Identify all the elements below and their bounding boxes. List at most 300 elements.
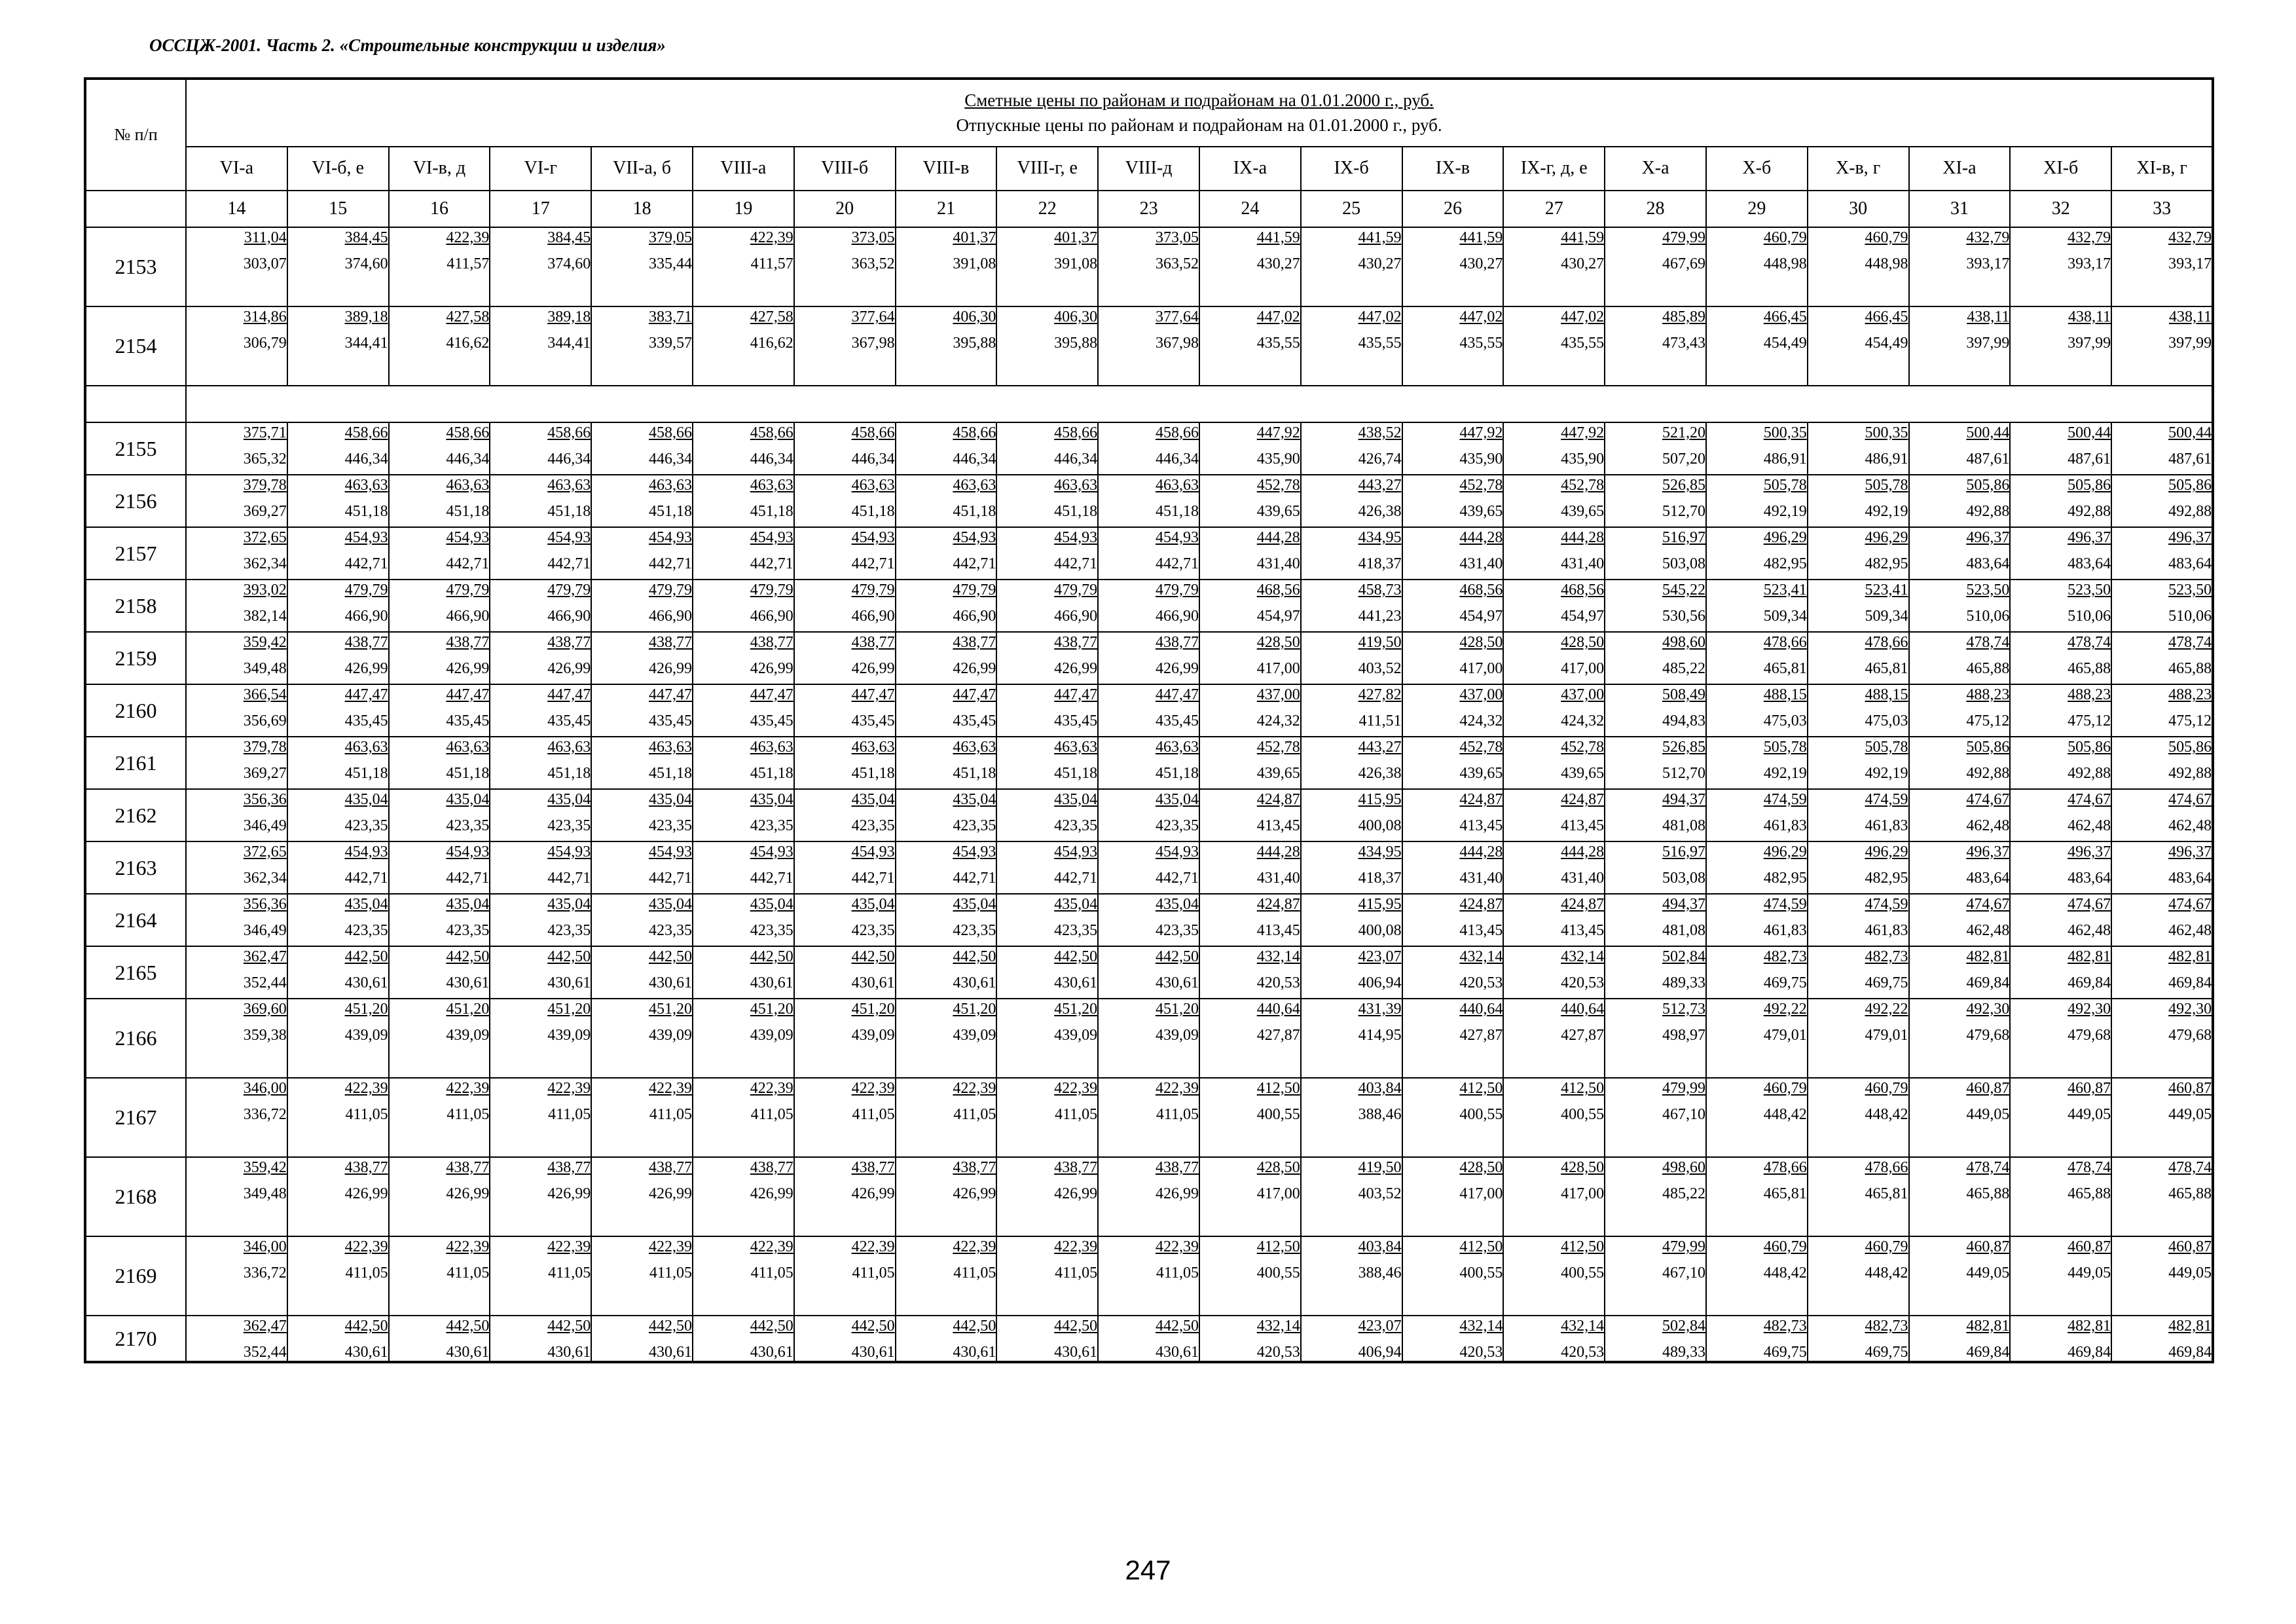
release-price: 417,00: [1459, 1185, 1503, 1202]
release-price: 430,61: [953, 974, 996, 991]
estimate-price: 444,28: [1256, 843, 1300, 860]
release-price: 420,53: [1561, 974, 1605, 991]
column-number: 25: [1301, 191, 1402, 227]
column-number: 30: [1808, 191, 1909, 227]
release-price: 426,99: [851, 660, 895, 677]
price-cell: [1909, 306, 2011, 386]
price-cell: [2111, 475, 2213, 527]
release-price: 469,84: [2068, 974, 2111, 991]
estimate-price: 452,78: [1459, 477, 1503, 494]
price-cell: [1199, 999, 1301, 1078]
price-cell: [1503, 737, 1605, 789]
estimate-price: 466,45: [1763, 308, 1807, 325]
release-price: 510,06: [2168, 608, 2212, 625]
release-price: 487,61: [2068, 451, 2111, 468]
release-price: 430,27: [1256, 255, 1300, 272]
region-header: VIII-а: [693, 147, 794, 191]
price-cell: [794, 1157, 896, 1236]
estimate-price: 441,59: [1459, 229, 1503, 246]
release-price: 369,27: [243, 765, 287, 782]
price-cell: [1098, 737, 1199, 789]
release-price: 486,91: [1865, 451, 1908, 468]
release-price: 413,45: [1256, 817, 1300, 834]
release-price: 393,17: [2168, 255, 2212, 272]
estimate-price: 424,87: [1256, 896, 1300, 913]
price-cell: [1706, 946, 1808, 999]
estimate-price: 435,04: [344, 896, 388, 913]
price-cell: [2010, 841, 2111, 894]
release-price: 411,05: [1156, 1264, 1199, 1282]
estimate-price: 435,04: [344, 791, 388, 808]
estimate-price: 422,39: [547, 1238, 591, 1255]
price-cell: [1301, 306, 1402, 386]
price-cell: [186, 1078, 287, 1157]
price-cell: [591, 580, 693, 632]
price-cell: [1402, 227, 1504, 306]
price-cell: [896, 527, 997, 580]
price-cell: [2111, 1078, 2213, 1157]
price-cell: [693, 737, 794, 789]
estimate-price: 516,97: [1662, 529, 1705, 546]
estimate-price: 435,04: [1155, 896, 1199, 913]
estimate-price: 451,20: [547, 1001, 591, 1018]
price-cell: [896, 1316, 997, 1362]
estimate-price: 460,79: [1865, 1080, 1908, 1097]
release-price: 509,34: [1763, 608, 1807, 625]
release-price: 462,48: [1966, 922, 2010, 939]
estimate-price: 463,63: [1155, 739, 1199, 756]
release-price: 446,34: [851, 451, 895, 468]
release-price: 530,56: [1662, 608, 1705, 625]
price-cell: [996, 841, 1098, 894]
release-price: 423,35: [1054, 817, 1098, 834]
estimate-price: 422,39: [1155, 1080, 1199, 1097]
release-price: 473,43: [1662, 335, 1705, 352]
estimate-price: 427,58: [446, 308, 490, 325]
estimate-price: 466,45: [1865, 308, 1908, 325]
price-cell: [2010, 999, 2111, 1078]
price-cell: [1098, 1157, 1199, 1236]
release-price: 466,90: [953, 608, 996, 625]
release-price-title: Отпускные цены по районам и подрайонам на 01.01.2000 г., руб.: [956, 115, 1442, 136]
release-price: 336,72: [243, 1264, 287, 1282]
price-cell: [591, 684, 693, 737]
release-price: 374,60: [344, 255, 388, 272]
release-price: 462,48: [2068, 922, 2111, 939]
price-cell: [389, 227, 490, 306]
estimate-price: 422,39: [1054, 1080, 1098, 1097]
estimate-price: 437,00: [1256, 686, 1300, 703]
estimate-price: 438,77: [1155, 634, 1199, 651]
price-cell: [996, 1316, 1098, 1362]
price-cell: [1605, 1316, 1706, 1362]
estimate-price: 438,77: [547, 1159, 591, 1176]
release-price: 442,71: [953, 870, 996, 887]
release-price: 411,05: [1055, 1264, 1098, 1282]
release-price: 430,61: [1155, 1344, 1199, 1361]
price-cell: [591, 1078, 693, 1157]
estimate-price: 463,63: [344, 477, 388, 494]
table-row: [85, 422, 2213, 475]
price-cell: [1098, 475, 1199, 527]
release-price: 462,48: [2068, 817, 2111, 834]
price-cell: [1301, 789, 1402, 841]
estimate-price: 442,50: [1155, 948, 1199, 965]
price-cell: [1402, 306, 1504, 386]
estimate-price: 438,11: [2068, 308, 2111, 325]
release-price: 391,08: [953, 255, 996, 272]
estimate-price: 478,74: [1966, 634, 2010, 651]
release-price: 382,14: [243, 608, 287, 625]
estimate-price: 431,39: [1358, 1001, 1402, 1018]
column-number: 27: [1503, 191, 1605, 227]
release-price: 439,09: [648, 1027, 692, 1044]
estimate-price: 314,86: [243, 308, 287, 325]
release-price: 352,44: [243, 974, 287, 991]
region-header: IX-г, д, е: [1503, 147, 1605, 191]
release-price: 423,35: [547, 817, 591, 834]
price-cell: [389, 894, 490, 946]
price-cell: [389, 684, 490, 737]
estimate-price: 369,60: [243, 1001, 287, 1018]
price-cell: [1706, 789, 1808, 841]
price-cell: [794, 227, 896, 306]
estimate-price: 366,54: [243, 686, 287, 703]
estimate-price: 393,02: [243, 581, 287, 599]
release-price: 411,05: [953, 1106, 996, 1123]
release-price: 339,57: [648, 335, 692, 352]
price-cell: [693, 894, 794, 946]
estimate-price: 422,39: [344, 1238, 388, 1255]
estimate-price: 435,04: [547, 896, 591, 913]
price-cell: [2010, 422, 2111, 475]
release-price: 411,57: [750, 255, 793, 272]
table-row: [85, 632, 2213, 684]
estimate-price: 424,87: [1256, 791, 1300, 808]
price-cell: [1402, 527, 1504, 580]
price-cell: [1808, 841, 1909, 894]
price-cell: [1503, 1236, 1605, 1316]
table-row: [85, 684, 2213, 737]
release-price: 442,71: [547, 555, 591, 572]
estimate-price: 505,86: [1966, 477, 2010, 494]
release-price: 430,61: [1054, 974, 1098, 991]
estimate-price: 442,50: [1155, 1318, 1199, 1335]
estimate-price: 377,64: [851, 308, 895, 325]
price-cell: [1301, 580, 1402, 632]
price-cell: [490, 580, 591, 632]
estimate-price: 500,35: [1865, 424, 1908, 441]
estimate-price: 442,50: [1054, 948, 1098, 965]
price-cell: [1199, 894, 1301, 946]
price-cell: [287, 1236, 389, 1316]
estimate-price: 438,77: [648, 634, 692, 651]
release-price: 411,05: [548, 1106, 591, 1123]
price-cell: [287, 1157, 389, 1236]
estimate-price: 427,58: [750, 308, 793, 325]
estimate-price: 311,04: [244, 229, 287, 246]
region-header: X-а: [1605, 147, 1706, 191]
release-price: 423,35: [547, 922, 591, 939]
release-price: 439,65: [1459, 765, 1503, 782]
release-price: 435,45: [547, 712, 591, 729]
price-cell: [1199, 789, 1301, 841]
release-price: 439,65: [1561, 765, 1605, 782]
price-cell: [794, 1316, 896, 1362]
estimate-price: 460,87: [2068, 1080, 2111, 1097]
release-price: 479,68: [2068, 1027, 2111, 1044]
release-price: 435,45: [344, 712, 388, 729]
estimate-price: 375,71: [243, 424, 287, 441]
release-price: 462,48: [1966, 817, 2010, 834]
price-cell: [1402, 894, 1504, 946]
price-cell: [896, 306, 997, 386]
price-cell: [1301, 684, 1402, 737]
estimate-price: 508,49: [1662, 686, 1705, 703]
release-price: 413,45: [1256, 922, 1300, 939]
price-cell: [490, 527, 591, 580]
estimate-price: 474,67: [2068, 791, 2111, 808]
release-price: 426,99: [1054, 1185, 1098, 1202]
release-price: 467,10: [1662, 1264, 1705, 1282]
release-price: 492,19: [1763, 765, 1807, 782]
release-price: 430,61: [344, 1344, 388, 1361]
estimate-price: 438,77: [851, 1159, 895, 1176]
estimate-price: 454,93: [1054, 843, 1098, 860]
estimate-price: 496,29: [1865, 529, 1908, 546]
estimate-price: 482,73: [1865, 948, 1908, 965]
release-price: 431,40: [1561, 555, 1605, 572]
release-price: 397,99: [2068, 335, 2111, 352]
release-price: 451,18: [953, 503, 996, 520]
estimate-price: 498,60: [1662, 634, 1705, 651]
release-price: 423,35: [446, 817, 490, 834]
estimate-price: 451,20: [648, 1001, 692, 1018]
estimate-price: 447,02: [1256, 308, 1300, 325]
column-number: 14: [186, 191, 287, 227]
estimate-price: 447,47: [750, 686, 793, 703]
estimate-price: 463,63: [446, 739, 490, 756]
price-cell: [1909, 1078, 2011, 1157]
price-cell: [186, 1236, 287, 1316]
estimate-price: 356,36: [243, 791, 287, 808]
price-cell: [896, 422, 997, 475]
estimate-price: 434,95: [1358, 529, 1402, 546]
column-number: 31: [1909, 191, 2011, 227]
price-cell: [1909, 946, 2011, 999]
estimate-price: 442,50: [851, 948, 895, 965]
page-number: 247: [1125, 1555, 1171, 1585]
release-price: 411,05: [548, 1264, 591, 1282]
price-cell: [794, 684, 896, 737]
price-cell: [1098, 632, 1199, 684]
release-price: 435,45: [648, 712, 692, 729]
release-price: 481,08: [1662, 817, 1705, 834]
estimate-price: 500,44: [1966, 424, 2010, 441]
estimate-price: 458,66: [547, 424, 591, 441]
release-price: 442,71: [648, 870, 692, 887]
release-price: 482,95: [1865, 555, 1908, 572]
price-cell: [1503, 475, 1605, 527]
price-cell: [2010, 789, 2111, 841]
price-cell: [1909, 684, 2011, 737]
price-cell: [389, 1236, 490, 1316]
table-row: [85, 999, 2213, 1078]
price-cell: [389, 946, 490, 999]
release-price: 454,97: [1459, 608, 1503, 625]
release-price: 424,32: [1459, 712, 1503, 729]
price-cell: [1909, 475, 2011, 527]
price-cell: [1909, 1157, 2011, 1236]
price-cell: [1706, 1236, 1808, 1316]
release-price: 442,71: [851, 870, 895, 887]
release-price: 492,88: [1966, 765, 2010, 782]
region-header: VIII-г, е: [996, 147, 1098, 191]
estimate-price: 412,50: [1256, 1080, 1300, 1097]
estimate-price: 496,29: [1763, 843, 1807, 860]
price-cell: [591, 227, 693, 306]
estimate-price: 346,00: [243, 1080, 287, 1097]
price-cell: [1098, 227, 1199, 306]
price-cell: [186, 841, 287, 894]
estimate-price: 423,07: [1358, 948, 1402, 965]
estimate-price: 496,37: [1966, 529, 2010, 546]
estimate-price: 435,04: [1155, 791, 1199, 808]
price-cell: [1605, 527, 1706, 580]
estimate-price: 412,50: [1459, 1080, 1503, 1097]
estimate-price: 442,50: [750, 948, 793, 965]
estimate-price: 463,63: [446, 477, 490, 494]
price-cell: [1199, 1078, 1301, 1157]
price-cell: [389, 1078, 490, 1157]
release-price: 426,99: [648, 1185, 692, 1202]
column-number: 17: [490, 191, 591, 227]
release-price: 442,71: [1054, 870, 1098, 887]
estimate-price: 359,42: [243, 634, 287, 651]
price-cell: [1503, 999, 1605, 1078]
release-price: 442,71: [1054, 555, 1098, 572]
estimate-price: 454,93: [1054, 529, 1098, 546]
release-price: 423,35: [648, 817, 692, 834]
price-cell: [1402, 1236, 1504, 1316]
release-price: 446,34: [547, 451, 591, 468]
estimate-price: 478,66: [1865, 634, 1908, 651]
release-price: 400,08: [1358, 817, 1402, 834]
column-number: 19: [693, 191, 794, 227]
estimate-price: 442,50: [344, 948, 388, 965]
release-price: 418,37: [1358, 555, 1402, 572]
release-price: 400,55: [1256, 1106, 1300, 1123]
estimate-price: 505,86: [2068, 739, 2111, 756]
release-price: 451,18: [547, 503, 591, 520]
release-price: 465,88: [2168, 1185, 2212, 1202]
price-cell: [1605, 789, 1706, 841]
price-cell: [591, 789, 693, 841]
release-price: 461,83: [1865, 922, 1908, 939]
release-price: 442,71: [1155, 870, 1199, 887]
estimate-price: 432,14: [1256, 948, 1300, 965]
estimate-price: 494,37: [1662, 791, 1705, 808]
release-price: 435,45: [851, 712, 895, 729]
release-price: 420,53: [1561, 1344, 1605, 1361]
price-cell: [1909, 841, 2011, 894]
price-cell: [996, 580, 1098, 632]
release-price: 467,69: [1662, 255, 1705, 272]
release-price: 431,40: [1459, 870, 1503, 887]
price-cell: [287, 894, 389, 946]
estimate-price: 447,47: [953, 686, 996, 703]
estimate-price: 424,87: [1459, 896, 1503, 913]
release-price: 411,05: [852, 1264, 895, 1282]
estimate-price: 442,50: [446, 1318, 490, 1335]
estimate-price: 438,77: [750, 634, 793, 651]
release-price: 469,84: [1966, 974, 2010, 991]
estimate-price: 422,39: [851, 1238, 895, 1255]
price-cell: [1098, 946, 1199, 999]
price-cell: [490, 841, 591, 894]
release-price: 426,99: [750, 1185, 793, 1202]
estimate-price: 359,42: [243, 1159, 287, 1176]
estimate-price: 505,86: [1966, 739, 2010, 756]
price-cell: [1199, 580, 1301, 632]
release-price: 431,40: [1561, 870, 1605, 887]
release-price: 446,34: [1155, 451, 1199, 468]
release-price: 442,71: [446, 870, 490, 887]
price-cell: [693, 227, 794, 306]
release-price: 454,49: [1865, 335, 1908, 352]
price-cell: [1301, 527, 1402, 580]
price-cell: [794, 946, 896, 999]
price-cell: [693, 684, 794, 737]
estimate-price: 438,77: [547, 634, 591, 651]
estimate-price: 454,93: [851, 529, 895, 546]
price-cell: [1808, 684, 1909, 737]
price-cell: [1199, 1157, 1301, 1236]
price-cell: [2111, 894, 2213, 946]
price-cell: [389, 527, 490, 580]
estimate-price: 482,73: [1763, 948, 1807, 965]
release-price: 411,05: [345, 1264, 388, 1282]
release-price: 424,32: [1561, 712, 1605, 729]
release-price: 492,88: [2068, 765, 2111, 782]
estimate-price: 454,93: [648, 529, 692, 546]
release-price: 411,05: [345, 1106, 388, 1123]
price-cell: [1808, 1236, 1909, 1316]
estimate-price: 526,85: [1662, 739, 1705, 756]
price-cell: [1503, 422, 1605, 475]
table-row: [85, 737, 2213, 789]
release-price: 441,23: [1358, 608, 1402, 625]
price-cell: [1605, 422, 1706, 475]
region-header: VIII-д: [1098, 147, 1199, 191]
price-cell: [591, 422, 693, 475]
estimate-price: 496,37: [2068, 843, 2111, 860]
price-cell: [287, 684, 389, 737]
release-price: 411,05: [446, 1264, 490, 1282]
price-cell: [1402, 1157, 1504, 1236]
release-price: 465,88: [2068, 660, 2111, 677]
estimate-price: 488,23: [2168, 686, 2212, 703]
estimate-price: 422,39: [953, 1080, 996, 1097]
price-cell: [794, 475, 896, 527]
price-cell: [1909, 789, 2011, 841]
price-cell: [1402, 841, 1504, 894]
estimate-price: 438,77: [1054, 634, 1098, 651]
estimate-price: 422,39: [547, 1080, 591, 1097]
estimate-price: 438,11: [2168, 308, 2212, 325]
estimate-price: 435,04: [953, 896, 996, 913]
release-price: 400,55: [1561, 1264, 1605, 1282]
